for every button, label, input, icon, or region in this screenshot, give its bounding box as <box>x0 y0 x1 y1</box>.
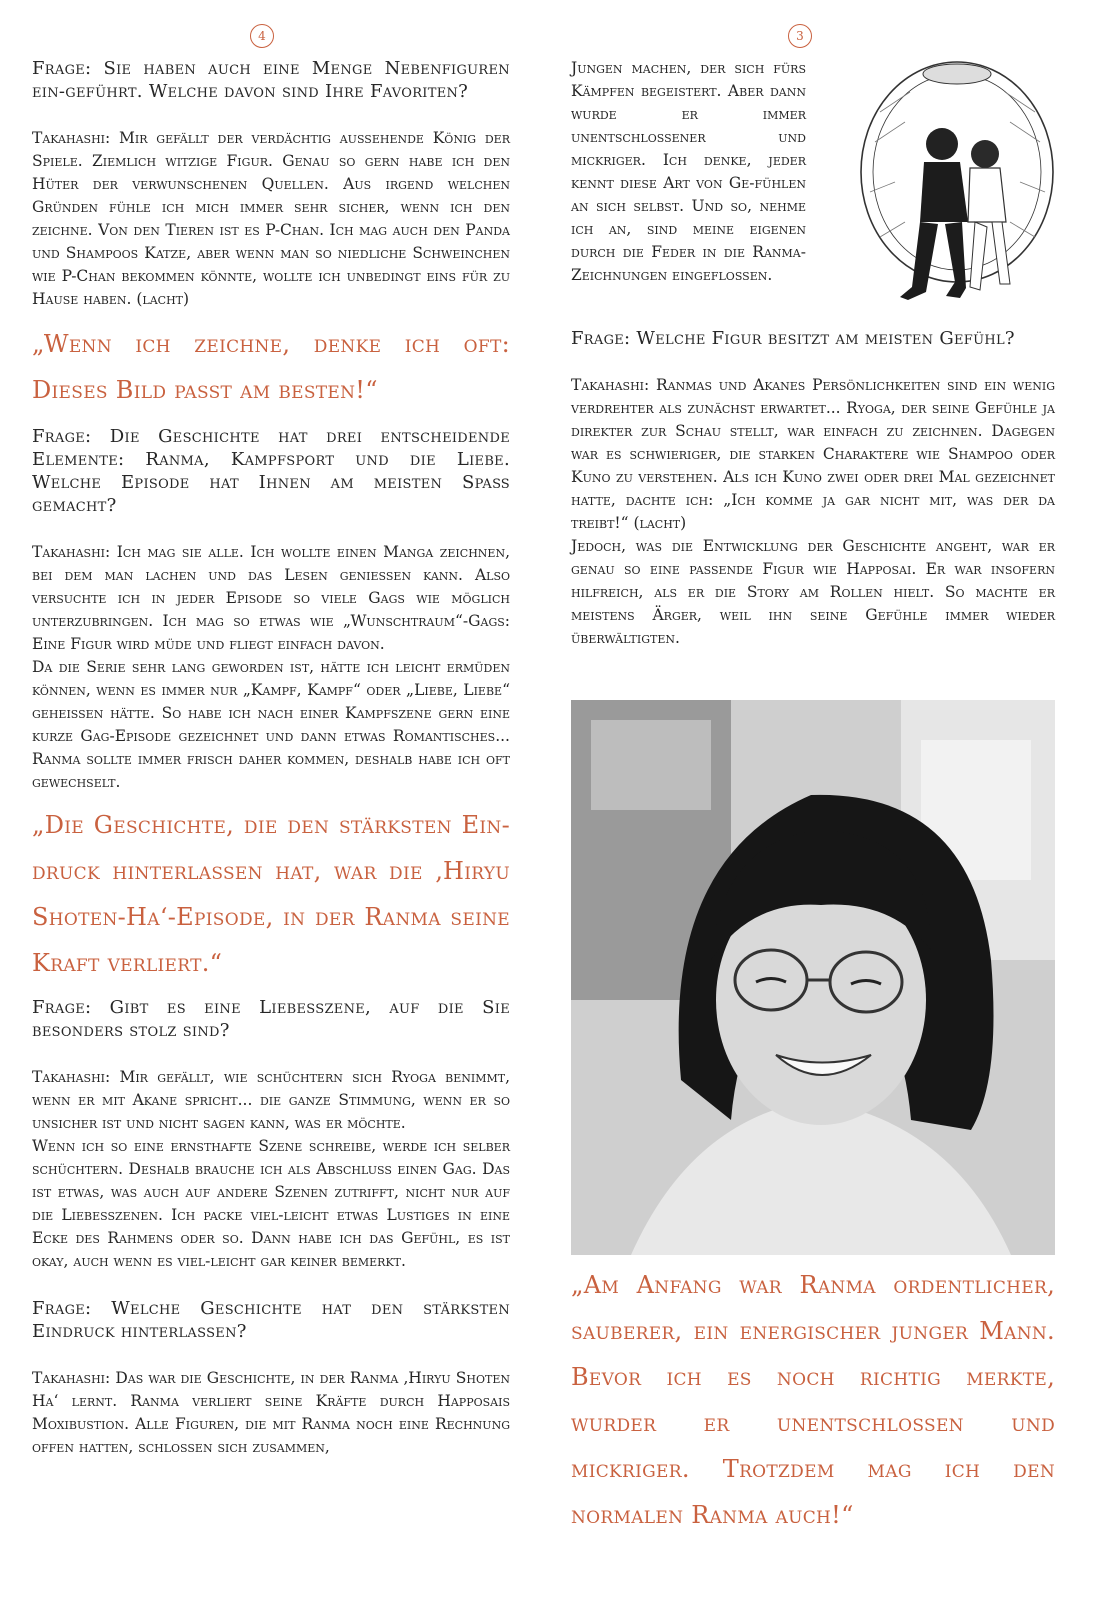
answer-most-feeling-part1: Takahashi: Ranmas und Akanes Persönlichkeiten sind ein wenig verdrehter als zunächst erwartet... Ryoga, der seine Gefühle ja direkter zur Schau stellt, war einfach zu zeichnen. Dagegen war es schwieriger, die starken Charaktere wie Shampoo oder Kuno zu verstehen. Als ich Kuno zwei oder drei Mal gezeichnet hatte, dachte ich: „Ich komme ja gar nicht mit, was der da treibt!“ (lacht) <box>571 376 1055 532</box>
author-portrait-photo <box>571 700 1055 1255</box>
right-column-main <box>571 327 1055 650</box>
pull-quote-ranma-change: „Am Anfang war Ranma ordentlicher, sauberer, ein energischer junger Mann. Bevor ich es noch richtig merkte, wurder er unentschlossen und mickriger. Trotzdem mag ich den normalen Ranma auch!“ <box>571 1271 1055 1529</box>
manga-illustration <box>850 52 1065 317</box>
left-column <box>32 57 510 1459</box>
answer-love-scene-part1: Takahashi: Mir gefällt, wie schüchtern sich Ryoga benimmt, wenn er mit Akane spricht... die ganze Stimmung, wenn er so unsicher ist und nicht sagen kann, was er möchte. <box>32 1068 510 1132</box>
right-column-closing-quote <box>571 1262 1055 1538</box>
pull-quote-hiryu-episode: „Die Geschichte, die den stärksten Ein-druck hinterlassen hat, war die ‚Hiryu Shoten-Ha‘-Episode, in der Ranma seine Kraft verliert.“ <box>32 811 510 977</box>
pull-quote-drawing: „Wenn ich zeichne, denke ich oft: Dieses Bild passt am besten!“ <box>32 330 510 404</box>
question-most-feeling: Frage: Welche Figur besitzt am meisten Gefühl? <box>571 328 1015 349</box>
page-number-right: 3 <box>788 24 812 48</box>
answer-love-scene-part2: Wenn ich so eine ernsthafte Szene schreibe, werde ich selber schüchtern. Deshalb brauche ich als Abschluss einen Gag. Das ist etwas, was auch auf andere Szenen zutrifft, nicht nur auf die Liebesszenen. Ich packe viel-leicht etwas Lustiges in eine Ecke des Rahmens oder so. Dann habe ich das Gefühl, es ist okay, auch wenn es viel-leicht gar keiner bemerkt. <box>32 1137 510 1270</box>
answer-strongest-impression: Takahashi: Das war die Geschichte, in der Ranma ‚Hiryu Shoten Ha‘ lernt. Ranma verliert seine Kräfte durch Happosais Moxibustion. Alle Figuren, die mit Ranma noch eine Rechnung offen hatten, schlossen sich zusammen, <box>32 1369 510 1456</box>
answer-favorite-episode-part2: Da die Serie sehr lang geworden ist, hätte ich leicht ermüden können, wenn es immer nur „Kampf, Kampf“ oder „Liebe, Liebe“ geheissen hätte. So habe ich nach einer Kampfszene gern eine kurze Gag-Episode gezeichnet und dann etwas Romantisches... Ranma sollte immer frisch daher kommen, deshalb habe ich oft gewechselt. <box>32 658 510 791</box>
right-column-intro <box>571 57 806 287</box>
question-favorite-episode: Frage: Die Geschichte hat drei entscheidende Elemente: Ranma, Kampfsport und die Liebe. Welche Episode hat Ihnen am meisten Spaß gemacht? <box>32 426 510 516</box>
question-love-scene: Frage: Gibt es eine Liebesszene, auf die Sie besonders stolz sind? <box>32 997 510 1041</box>
answer-favorite-episode-part1: Takahashi: Ich mag sie alle. Ich wollte einen Manga zeichnen, bei dem man lachen und das Lesen geniessen kann. Also versuchte ich in jeder Episode so viele Gags wie möglich unterzubringen. Ich mag so etwas wie „Wunschtraum“-Gags: Eine Figur wird müde und fliegt einfach davon. <box>32 543 510 653</box>
question-strongest-impression: Frage: Welche Geschichte hat den stärksten Eindruck hinterlassen? <box>32 1298 510 1342</box>
answer-most-feeling-part2: Jedoch, was die Entwicklung der Geschichte angeht, war er genau so eine passende Figur wie Happosai. Er war insofern hilfreich, als er die Story am Rollen hielt. So machte er meistens Ärger, weil ihn seine Gefühle immer wieder überwältigten. <box>571 537 1055 647</box>
answer-favorite-side-characters: Takahashi: Mir gefällt der verdächtig aussehende König der Spiele. Ziemlich witzige Figur. Genau so gern habe ich den Hüter der verwunschenen Quellen. Aus irgend welchen Gründen fühle ich mich immer sehr sicher, wenn ich den zeichne. Von den Tieren ist es P-Chan. Ich mag auch den Panda und Shampoos Katze, aber wenn man so niedliche Schweinchen wie P-Chan bekommen könnte, wollte ich unbedingt eins für zu Hause haben. (lacht) <box>32 129 510 308</box>
intro-continuation-text: Jungen machen, der sich fürs Kämpfen begeistert. Aber dann wurde er immer unentschlossener und mickriger. Ich denke, jeder kennt diese Art von Ge-fühlen an sich selbst. Und so, nehme ich an, sind meine eigenen durch die Feder in die Ranma-Zeichnungen eingeflossen. <box>571 59 806 284</box>
question-favorite-side-characters: Frage: Sie haben auch eine Menge Nebenfiguren ein-geführt. Welche davon sind Ihre Favoriten? <box>32 58 510 102</box>
page-number-left: 4 <box>250 24 274 48</box>
